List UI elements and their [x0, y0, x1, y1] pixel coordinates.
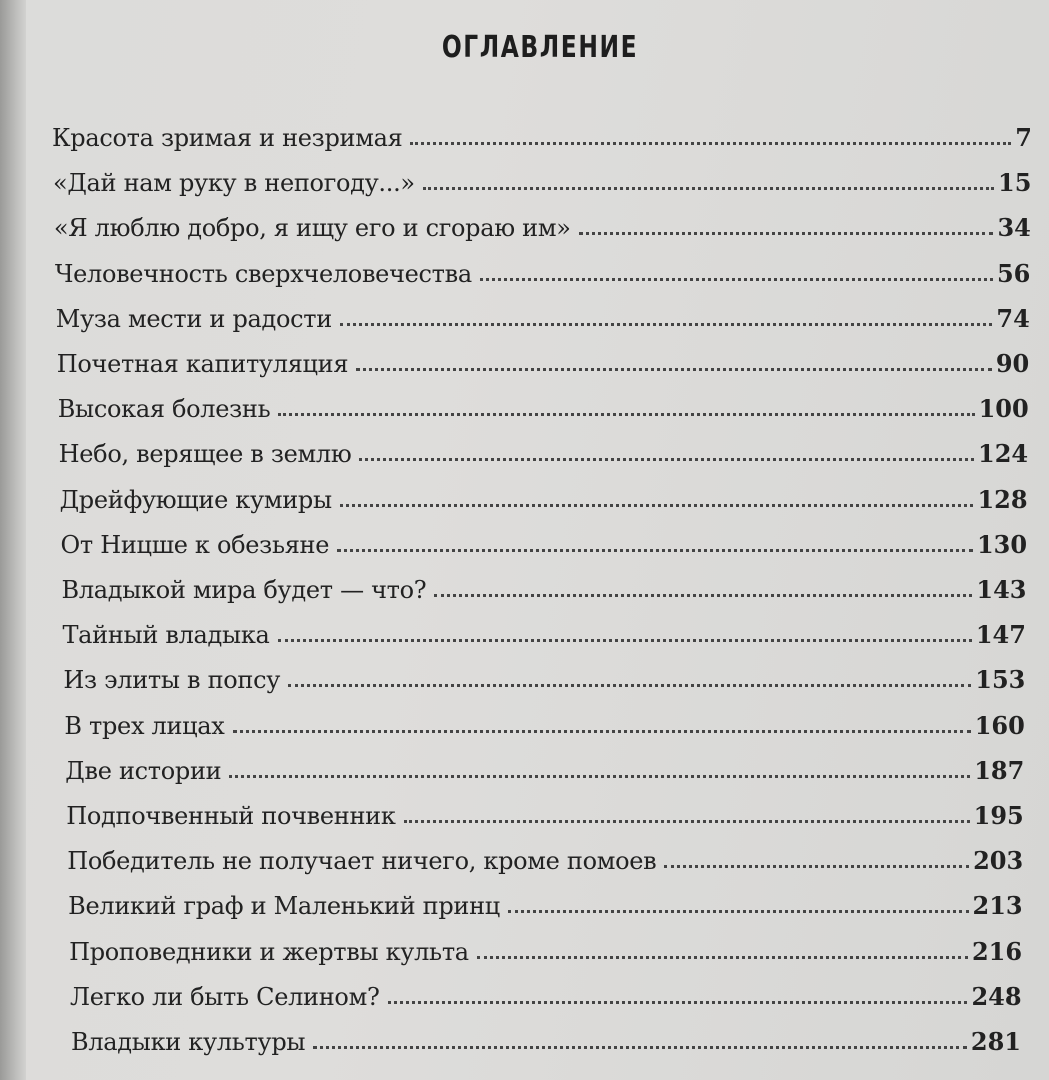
toc-entry[interactable] [52, 110, 1032, 150]
toc-entry-title: Тайный владыка [62, 621, 270, 650]
dot-leader [356, 368, 992, 371]
dot-leader [664, 865, 969, 868]
toc-entry-title: Великий граф и Маленький принц [68, 892, 500, 921]
toc-entry-title: В трех лицах [64, 711, 225, 740]
toc-entry-page: 124 [978, 439, 1029, 469]
dot-leader [579, 232, 994, 235]
toc-entry[interactable] [70, 969, 1022, 1009]
toc-entry[interactable] [52, 155, 1032, 198]
dot-leader [233, 730, 971, 733]
toc-entry-page: 160 [974, 710, 1025, 740]
toc-entry-page: 216 [971, 936, 1023, 966]
toc-entry[interactable] [58, 426, 1029, 469]
toc-entry-page: 281 [970, 1027, 1021, 1056]
toc-entry-title: Победитель не получает ничего, кроме помоев [67, 847, 657, 876]
toc-entry-title: Небо, верящее в землю [58, 440, 352, 469]
toc-entry-title: Владыкой мира будет — что? [61, 576, 427, 604]
toc-entry-page: 203 [973, 846, 1024, 876]
table-of-contents [52, 110, 1032, 1070]
toc-entry-page: 100 [978, 394, 1029, 424]
dot-leader [278, 639, 972, 642]
dot-leader [340, 504, 974, 507]
toc-entry-title: Муза мести и радости [55, 304, 332, 333]
toc-entry[interactable] [55, 246, 1031, 286]
toc-entry[interactable] [56, 291, 1030, 331]
dot-leader [480, 278, 993, 281]
toc-entry[interactable] [57, 336, 1030, 376]
dot-leader [404, 820, 970, 823]
toc-entry-title: «Я люблю добро, я ищу его и сгораю им» [53, 214, 571, 243]
toc-entry-title: От Ницше к обезьяне [60, 530, 330, 559]
toc-entry-page: 153 [975, 665, 1026, 695]
dot-leader [337, 549, 973, 552]
dot-leader [508, 910, 969, 913]
dot-leader [388, 1001, 968, 1004]
toc-entry-title: Владыки культуры [71, 1028, 306, 1056]
toc-entry-title: Проповедники и жертвы культа [69, 937, 469, 966]
toc-entry[interactable] [68, 878, 1023, 921]
dot-leader [410, 142, 1011, 145]
toc-entry-title: Высокая болезнь [57, 395, 271, 424]
toc-entry[interactable] [57, 381, 1029, 424]
page-title: ОГЛАВЛЕНИЕ [441, 30, 639, 65]
toc-entry-page: 74 [996, 303, 1030, 333]
toc-entry-page: 248 [971, 981, 1022, 1011]
toc-entry[interactable] [65, 743, 1024, 783]
dot-leader [278, 413, 974, 416]
toc-entry[interactable] [60, 472, 1028, 512]
toc-entry-page: 195 [973, 801, 1024, 830]
dot-leader [288, 684, 971, 687]
toc-entry-title: Дрейфующие кумиры [59, 485, 332, 514]
toc-entry-title: Почетная капитуляция [56, 350, 349, 378]
toc-entry-title: Легко ли быть Селином? [70, 982, 380, 1011]
toc-entry-title: Красота зримая и незримая [52, 124, 403, 152]
page-binding-shadow [0, 0, 26, 1080]
toc-entry-page: 130 [976, 529, 1028, 559]
dot-leader [477, 956, 968, 959]
toc-entry-page: 15 [998, 168, 1032, 198]
dot-leader [434, 594, 972, 597]
toc-entry[interactable] [67, 833, 1024, 876]
toc-entry-page: 143 [976, 575, 1027, 604]
toc-entry[interactable] [61, 517, 1028, 557]
dot-leader [359, 458, 974, 461]
toc-entry-title: Подпочвенный почвенник [66, 802, 396, 830]
toc-entry-title: Человечность сверхчеловечества [54, 259, 472, 288]
toc-entry-page: 56 [996, 258, 1031, 288]
toc-entry[interactable] [53, 200, 1031, 243]
toc-entry-page: 213 [972, 891, 1023, 921]
dot-leader [340, 323, 992, 326]
toc-entry-page: 128 [977, 484, 1028, 514]
toc-entry-page: 147 [975, 620, 1026, 650]
toc-entry-title: «Дай нам руку в непогоду...» [52, 169, 415, 198]
toc-entry[interactable] [69, 924, 1022, 964]
toc-entry[interactable] [63, 652, 1026, 695]
toc-entry-page: 34 [997, 213, 1031, 243]
dot-leader [229, 775, 970, 778]
dot-leader [423, 187, 994, 190]
dot-leader [313, 1046, 967, 1049]
toc-entry[interactable] [64, 698, 1025, 738]
toc-entry[interactable] [62, 562, 1027, 602]
toc-entry[interactable] [71, 1014, 1021, 1054]
toc-entry-page: 187 [974, 755, 1025, 785]
toc-entry-title: Из элиты в попсу [63, 666, 281, 695]
toc-entry[interactable] [62, 607, 1026, 650]
toc-entry-title: Две истории [65, 756, 222, 785]
toc-entry-page: 7 [1015, 123, 1032, 152]
toc-entry-page: 90 [995, 349, 1030, 378]
toc-entry[interactable] [66, 788, 1024, 828]
